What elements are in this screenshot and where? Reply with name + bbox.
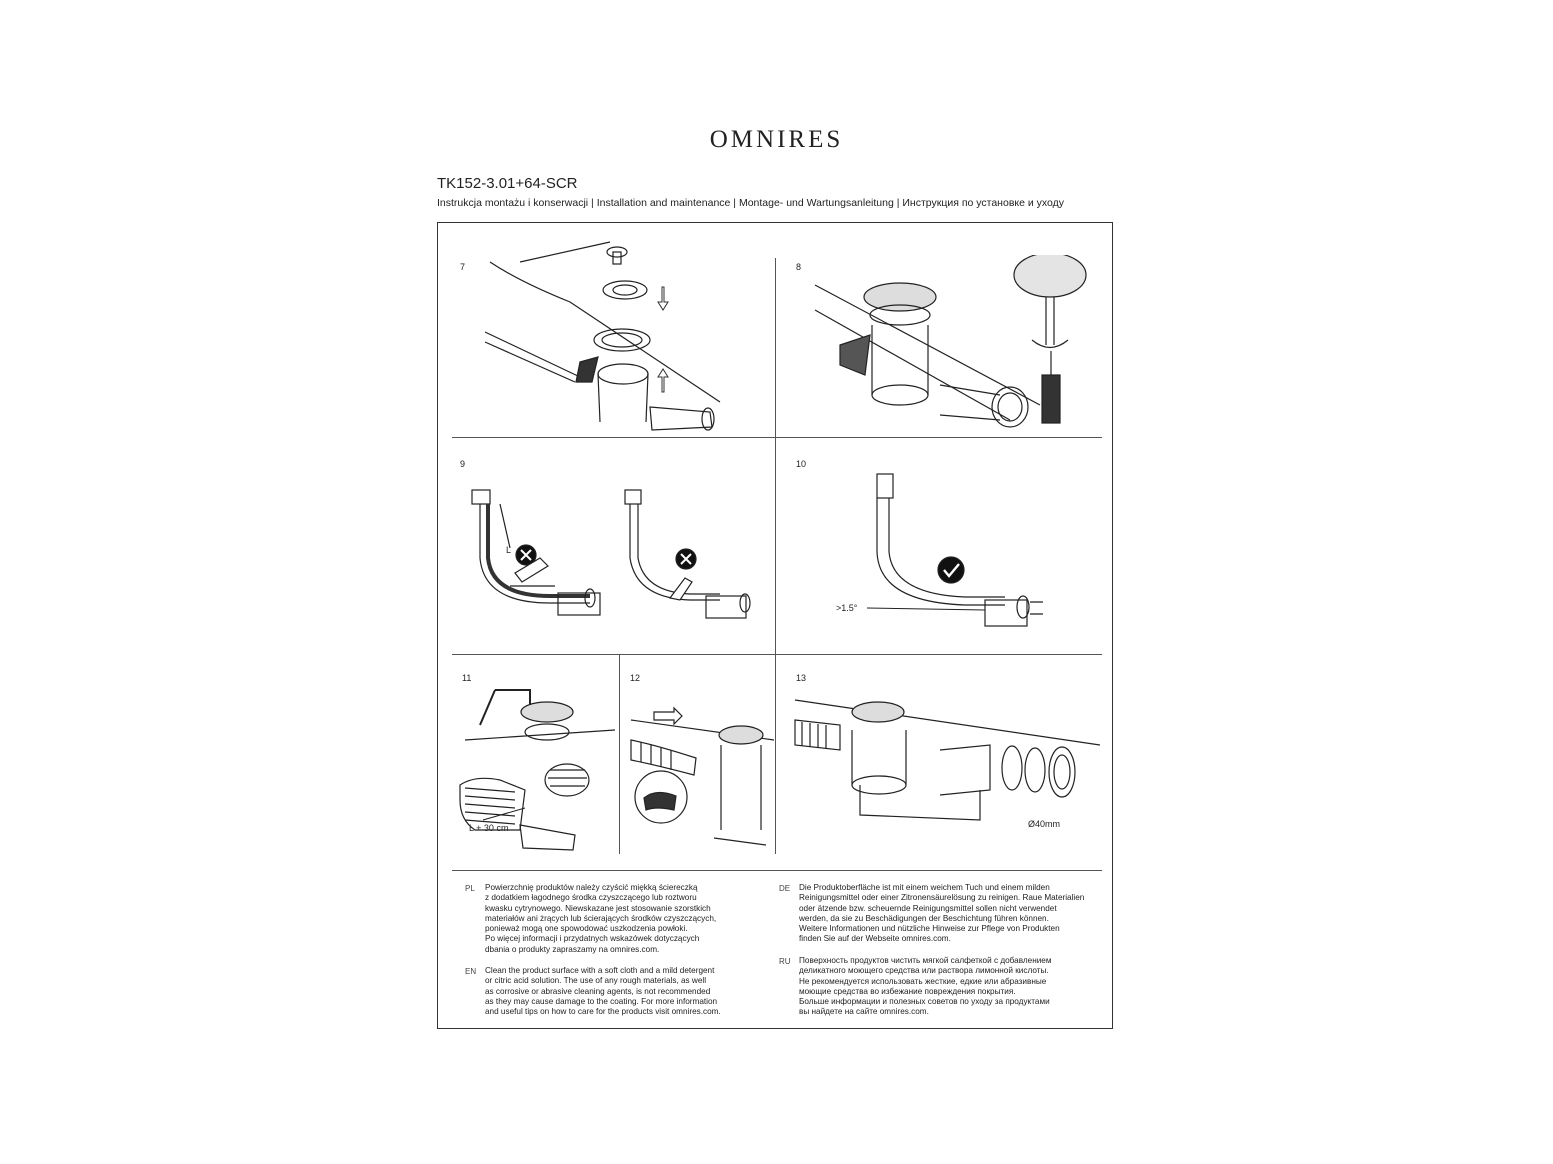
text-line: Clean the product surface with a soft cloth and a mild detergent: [485, 966, 715, 975]
step-11-illustration: [455, 680, 615, 852]
divider-h-2: [452, 654, 1102, 655]
step-8-illustration: [810, 255, 1100, 435]
text-line: oder ätzende bzw. scheuernde Reinigungsmittel sollen nicht verwendet: [799, 903, 1057, 913]
step-9-illustration: [460, 478, 770, 628]
step-number-12: 12: [630, 673, 641, 683]
divider-v-bottom-1: [619, 654, 620, 854]
cut-length-label: L + 30 cm: [469, 823, 509, 833]
text-line: finden Sie auf der Webseite omnires.com.: [799, 934, 951, 944]
text-line: Поверхность продуктов чистить мягкой салфеткой с добавлением: [799, 956, 1052, 965]
step-number-8: 8: [796, 262, 802, 272]
step-12-illustration: [626, 700, 774, 850]
step-13-illustration: [790, 690, 1100, 840]
maintenance-text-pl: [485, 883, 716, 955]
text-line: materiałów ani żrących lub ścierających środków czyszczących,: [485, 913, 717, 923]
divider-v-top: [775, 258, 776, 654]
maintenance-text-en: [485, 966, 721, 1017]
step-number-13: 13: [796, 673, 807, 683]
text-line: Po więcej informacji i przydatnych wskazówek dotyczących: [485, 934, 700, 944]
text-line: Weitere Informationen und nützliche Hinweise zur Pflege von Produkten: [799, 924, 1060, 934]
angle-label: >1.5°: [836, 603, 858, 613]
maintenance-text-de: [799, 883, 1084, 945]
maintenance-text-ru: [799, 956, 1051, 1018]
step-number-10: 10: [796, 459, 807, 469]
text-line: werden, da sie zu Beschädigungen der Beschichtung führen können.: [799, 913, 1049, 923]
text-line: or citric acid solution. The use of any rough materials, as well: [485, 976, 707, 986]
text-line: and useful tips on how to care for the products visit omnires.com.: [485, 1007, 721, 1017]
text-line: dbania o produkty zapraszamy na omnires.com.: [485, 944, 660, 954]
text-line: ponieważ mogą one spowodować uszkodzenia powłoki.: [485, 924, 688, 934]
step-number-9: 9: [460, 459, 466, 469]
divider-v-bottom-2: [775, 654, 776, 854]
text-line: as corrosive or abrasive cleaning agents, is not recommended: [485, 986, 711, 996]
text-line: as they may cause damage to the coating. For more information: [485, 996, 718, 1006]
lang-code-de: DE: [779, 884, 791, 893]
text-line: вы найдете на сайте omnires.com.: [799, 1007, 929, 1017]
text-line: Не рекомендуется использовать жесткие, едкие или абразивные: [799, 976, 1047, 986]
text-line: Die Produktoberfläche ist mit einem weichem Tuch und einem milden: [799, 883, 1050, 892]
lang-code-pl: PL: [465, 884, 475, 893]
diameter-label: Ø40mm: [1028, 819, 1061, 829]
step-number-11: 11: [462, 673, 472, 683]
lang-code-ru: RU: [779, 957, 791, 966]
divider-h-3: [452, 870, 1102, 871]
step-number-7: 7: [460, 262, 466, 272]
brand-logo: OMNIRES: [709, 126, 844, 153]
step-7-illustration: [480, 232, 770, 432]
divider-h-1: [452, 437, 1102, 438]
model-number: TK152-3.01+64-SCR: [437, 175, 578, 192]
text-line: Больше информации и полезных советов по уходу за продуктами: [799, 997, 1050, 1007]
text-line: Reinigungsmittel oder einer Zitronensäurelösung zu reinigen. Raue Materialien: [799, 893, 1085, 903]
text-line: kwasku cytrynowego. Niewskazane jest stosowanie szorstkich: [485, 903, 711, 913]
text-line: деликатного моющего средства или раствора лимонной кислоты.: [799, 966, 1049, 976]
length-label: L: [506, 545, 512, 555]
lang-code-en: EN: [465, 967, 477, 976]
document-subtitle: Instrukcja montażu i konserwacji | Installation and maintenance | Montage- und Wartungsanleitung | Инструкция по установке и уходу: [437, 197, 1065, 209]
text-line: Powierzchnię produktów należy czyścić miękką ściereczką: [485, 883, 698, 892]
text-line: моющие средства во избежание повреждения покрытия.: [799, 986, 1016, 996]
text-line: z dodatkiem łagodnego środka czyszczącego lub roztworu: [485, 893, 697, 903]
